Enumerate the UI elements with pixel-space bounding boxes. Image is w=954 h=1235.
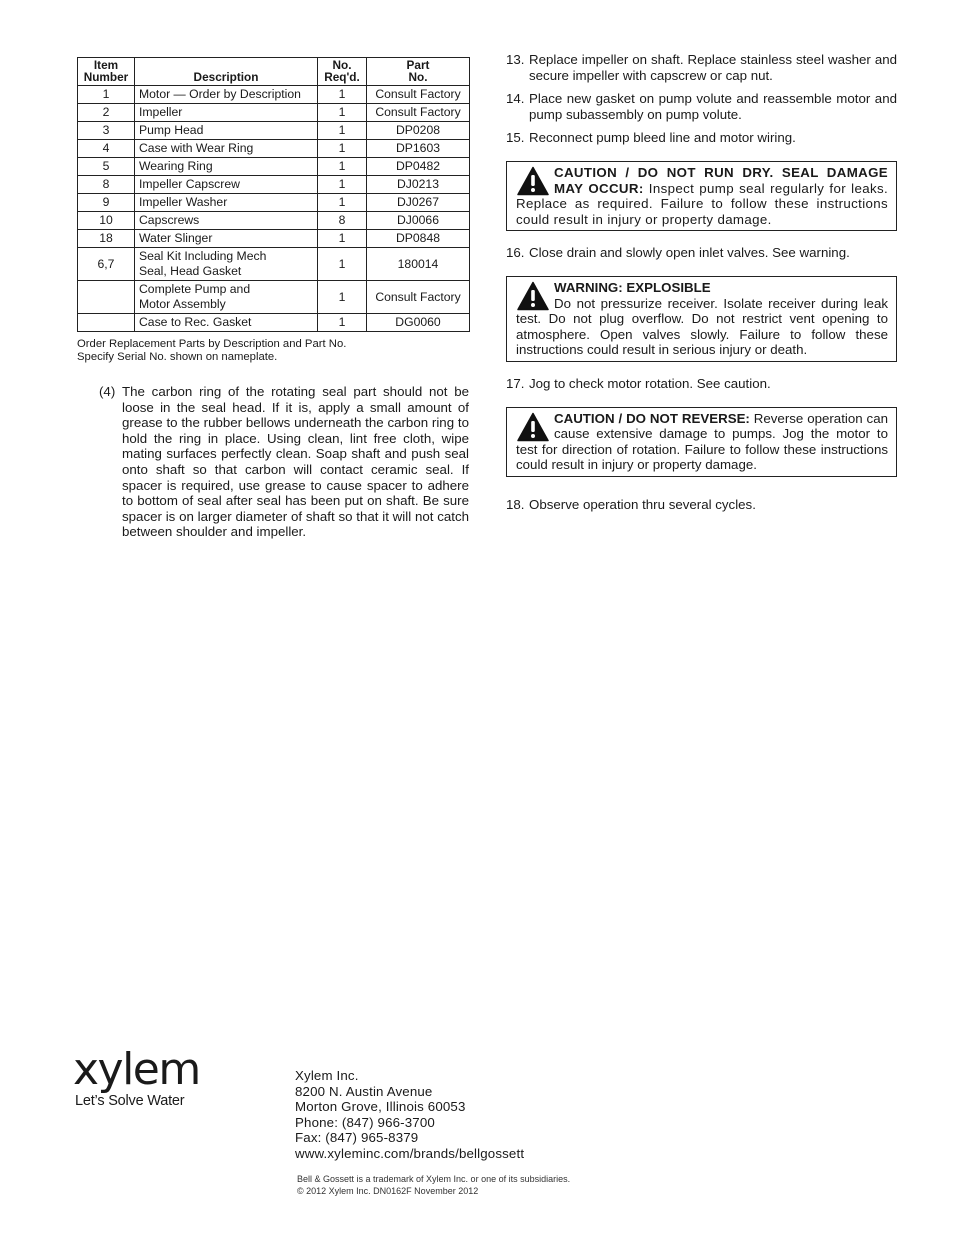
street: 8200 N. Austin Avenue	[295, 1083, 433, 1099]
parts-table-header	[78, 58, 470, 86]
website-link[interactable]: www.xyleminc.com/brands/bellgossett	[295, 1145, 525, 1161]
fine-print	[297, 1173, 570, 1197]
step-17: 17. Jog to check motor rotation. See caution.	[506, 375, 771, 391]
step-15: 15. Reconnect pump bleed line and motor wiring.	[506, 130, 796, 146]
copyright-notice: © 2012 Xylem Inc. DN0162F November 2012	[297, 1186, 479, 1196]
table-row: 2 Impeller 1 Consult Factory	[78, 104, 470, 122]
xylem-logo	[73, 1044, 263, 1109]
warning-text: Do not pressurize receiver. Isolate receiver during leak test. Do not plug overflow. Do not restrict vent opening to atmosphere. Open valves slowly. Failure to follow these instructions could result in serious injury or death.	[516, 295, 888, 358]
caution-title: CAUTION / DO NOT REVERSE:	[554, 410, 750, 426]
warning-triangle-icon	[517, 281, 549, 311]
step-text: The carbon ring of the rotating seal part should not be loose in the seal head. If it is, apply a small amount of grease to the rubber bellows underneath the carbon ring to hold the ring in place. Using clean, lint free cloth, wipe mating surfaces perfectly clean. Soap shaft and push seal onto shaft so that carbon will contact ceramic seal. If spacer is required, use grease to cause spacer to adhere to bottom of seal after seal has been put on shaft. Be sure spacer is on larger diameter of shaft so that it will not catch between shoulder and impeller.	[122, 384, 469, 540]
warning-triangle-icon	[517, 166, 549, 196]
right-column	[506, 52, 897, 520]
company-name: Xylem Inc.	[295, 1068, 359, 1083]
fax: Fax: (847) 965-8379	[295, 1130, 419, 1145]
caution-reverse-box	[506, 407, 897, 477]
trademark-notice: Bell & Gossett is a trademark of Xylem Inc. or one of its subsidiaries.	[297, 1174, 571, 1184]
header-description: Description	[135, 58, 318, 86]
table-row: 6,7 Seal Kit Including Mech Seal, Head Gasket 1 180014	[78, 248, 470, 281]
header-item-number: Item Number	[78, 58, 135, 86]
city: Morton Grove, Illinois 60053	[295, 1099, 466, 1114]
table-row: 10 Capscrews 8 DJ0066	[78, 212, 470, 230]
caution-text: Inspect pump seal regularly for leaks. Replace as required. Failure to follow these instructions could result in injury or property damage.	[516, 180, 889, 227]
table-row: 5 Wearing Ring 1 DP0482	[78, 158, 470, 176]
left-column	[77, 57, 469, 540]
step-18: 18. Observe operation thru several cycles.	[506, 496, 756, 512]
step-16: 16. Close drain and slowly open inlet valves. See warning.	[506, 245, 850, 261]
warning-explosible-box	[506, 276, 897, 362]
step-4	[77, 384, 469, 540]
caution-text: Reverse operation can cause extensive damage to pumps. Jog the motor to test for direction of rotation. Failure to follow these instructions could result in injury or property damage.	[516, 410, 888, 473]
warning-title: WARNING: EXPLOSIBLE	[554, 279, 711, 295]
step-number: (4)	[99, 384, 116, 399]
logo-wordmark: xylem	[73, 1044, 200, 1095]
parts-table	[77, 57, 470, 332]
table-note: Order Replacement Parts by Description and Part No. Specify Serial No. shown on nameplate.	[77, 338, 347, 363]
step-14: 14. Place new gasket on pump volute and reassemble motor and pump subassembly on pump volute.	[506, 91, 897, 122]
warning-triangle-icon	[517, 412, 549, 442]
table-row: 4 Case with Wear Ring 1 DP1603	[78, 140, 470, 158]
table-row: 9 Impeller Washer 1 DJ0267	[78, 194, 470, 212]
step-13: 13. Replace impeller on shaft. Replace stainless steel washer and secure impeller with capscrew or cap nut.	[506, 52, 897, 83]
caution-title: CAUTION / DO NOT RUN DRY. SEAL DAMAGE MAY OCCUR:	[554, 164, 888, 196]
table-row: Complete Pump and Motor Assembly 1 Consult Factory	[78, 281, 470, 314]
header-part-no: Part No.	[367, 58, 470, 86]
header-qty: No. Req'd.	[318, 58, 367, 86]
caution-run-dry-box	[506, 161, 897, 231]
table-row: 3 Pump Head 1 DP0208	[78, 122, 470, 140]
logo-tagline: Let’s Solve Water	[75, 1093, 185, 1109]
table-row: 1 Motor — Order by Description 1 Consult Factory	[78, 86, 470, 104]
table-row: Case to Rec. Gasket 1 DG0060	[78, 314, 470, 332]
table-row: 8 Impeller Capscrew 1 DJ0213	[78, 176, 470, 194]
phone: Phone: (847) 966-3700	[295, 1114, 435, 1130]
table-row: 18 Water Slinger 1 DP0848	[78, 230, 470, 248]
company-address	[295, 1068, 524, 1161]
